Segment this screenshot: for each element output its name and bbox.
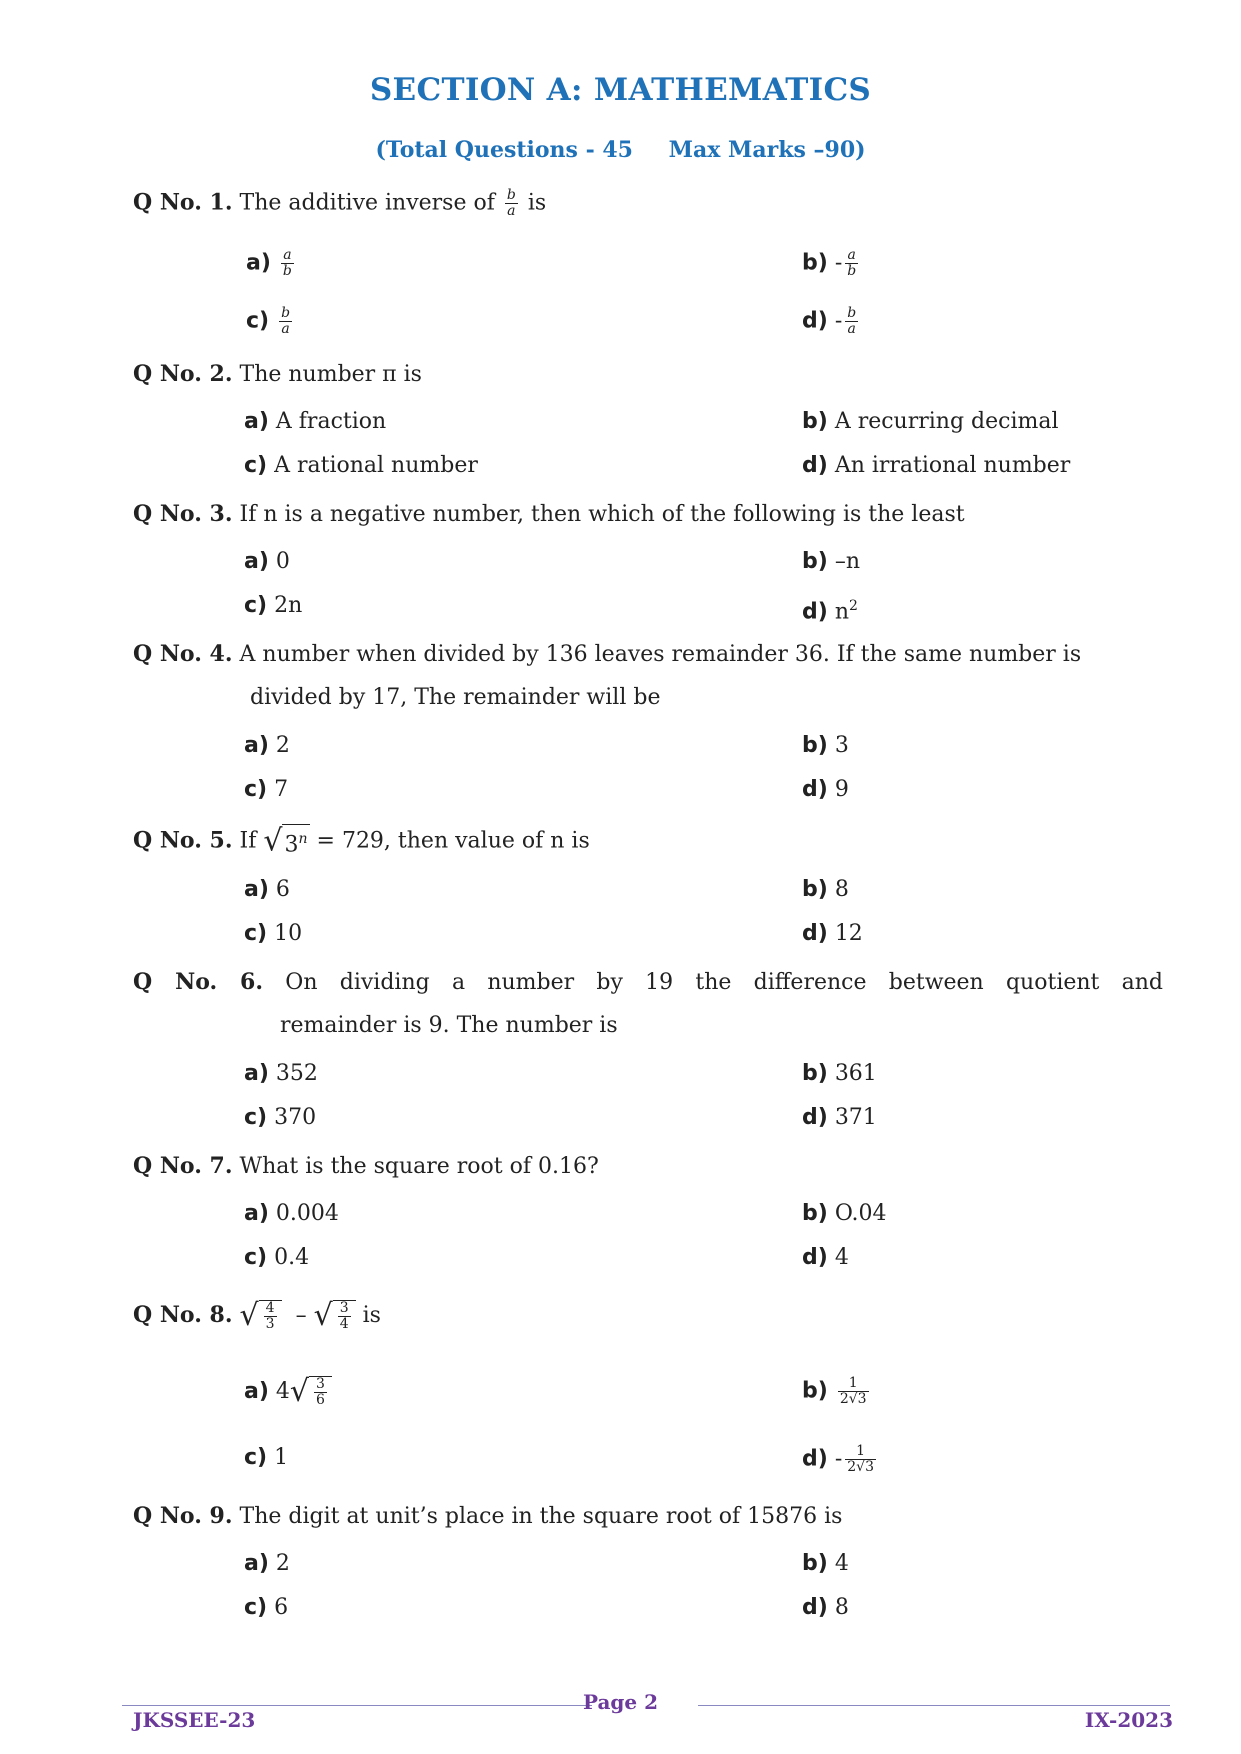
square-root: √ $\frac{4}{3}$ [240,1300,282,1332]
option-a: a) 6 [244,877,290,902]
question-text-end: is [527,190,547,216]
option-d: d) 371 [802,1105,877,1130]
option-c: c) 2n [244,593,303,618]
option-b: b) A recurring decimal [802,409,1059,434]
question-text: The digit at unit’s place in the square root of 15876 is [239,1504,843,1529]
option-b: b) - $\frac{a}{b}$ [802,247,857,279]
total-questions: (Total Questions - 45 [375,137,633,163]
option-a: a) 2 [244,1551,290,1576]
question-text: If n is a negative number, then which of the following is the least [239,502,965,527]
option-a: a) 4√ $\frac{3}{6}$ [244,1376,332,1408]
question-text: The additive inverse of [239,190,495,216]
option-a: a) 352 [244,1061,318,1086]
square-root: √ $\frac{3}{4}$ [314,1300,356,1332]
option-c: c) 370 [244,1105,317,1130]
section-subtitle [0,137,1241,163]
option-a: a) $\frac{a}{b}$ [246,247,292,279]
option-b: b) 4 [802,1551,849,1576]
question-text: On dividing a number by 19 the difference between quotient and [285,970,1163,995]
option-b: b) O.04 [802,1201,887,1226]
option-d: d) $n^2$ [802,598,858,625]
option-b: b) 3 [802,733,849,758]
option-d: d) 9 [802,777,849,802]
section-title: SECTION A: MATHEMATICS [369,72,872,108]
option-a: a) 0 [244,549,290,574]
option-b: b) $\frac{1}{2√3}$ [802,1375,867,1407]
fraction: $\frac{b}{a}$ [506,187,516,219]
square-root: √3$^n$ [263,823,308,859]
question-text-continued: remainder is 9. The number is [280,1013,618,1038]
question-4: Q No. 4. A number when divided by 136 leaves remainder 36. If the same number is [133,641,1082,667]
question-text: A number when divided by 136 leaves remainder 36. If the same number is [239,642,1082,667]
footer-exam-code: JKSSEE-23 [133,1708,256,1732]
option-b: b) –n [802,549,860,574]
option-c: c) A rational number [244,453,478,478]
option-c: c) 6 [244,1595,289,1620]
option-d: d) 12 [802,921,863,946]
question-number: Q No. 1. [133,189,233,216]
question-text-continued: divided by 17, The remainder will be [250,685,661,710]
question-text: What is the square root of 0.16? [239,1154,599,1179]
option-c: c) 0.4 [244,1245,310,1270]
option-d: d) 4 [802,1245,849,1270]
option-a: a) 0.004 [244,1201,339,1226]
footer-class-year: IX-2023 [1084,1708,1173,1732]
option-c: c) 10 [244,921,303,946]
option-d: d) An irrational number [802,453,1071,478]
question-9: Q No. 9. The digit at unit’s place in the square root of 15876 is [133,1503,843,1529]
question-1 [133,188,546,219]
option-b: b) 8 [802,877,849,902]
option-d: d) 8 [802,1595,849,1620]
question-2: Q No. 2. The number π is [133,361,422,387]
question-3: Q No. 3. If n is a negative number, then which of the following is the least [133,501,965,527]
option-a: a) A fraction [244,409,387,434]
option-d: d) - $\frac{b}{a}$ [802,305,857,337]
question-8: Q No. 8. √ $\frac{4}{3}$ – √ $\frac{3}{4}$ is [133,1298,381,1333]
option-c: c) 1 [244,1445,289,1470]
option-d: d) - $\frac{1}{2√3}$ [802,1443,874,1475]
question-5: Q No. 5. If √3$^n$ = 729, then value of n is [133,823,590,859]
question-6: Q No. 6. On dividing a number by 19 the difference between quotient and [133,969,1163,995]
option-b: b) 361 [802,1061,877,1086]
max-marks: Max Marks –90) [668,137,866,163]
option-a: a) 2 [244,733,290,758]
option-c: c) 7 [244,777,289,802]
page-number: Page 2 [582,1690,659,1714]
question-7: Q No. 7. What is the square root of 0.16? [133,1153,599,1179]
option-c: c) $\frac{b}{a}$ [246,305,291,337]
question-text: The number π is [239,362,422,387]
